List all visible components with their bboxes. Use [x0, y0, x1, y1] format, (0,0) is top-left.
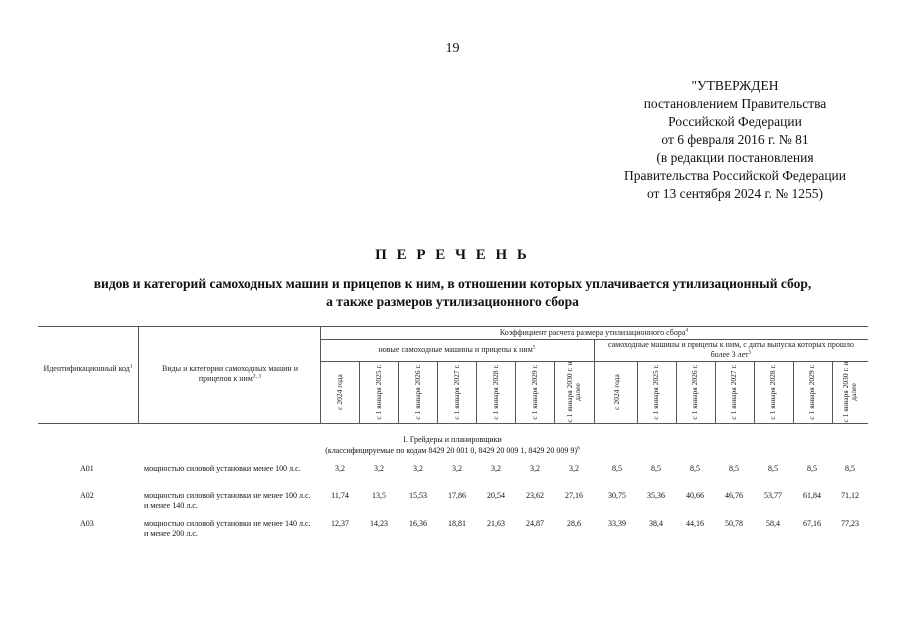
- row-code: А03: [80, 519, 94, 528]
- period-header: с 1 января 2028 г.: [490, 364, 500, 420]
- coefficient-cell: 16,36: [409, 519, 427, 528]
- coefficient-cell: 23,62: [526, 491, 544, 500]
- table-rule: [676, 361, 677, 423]
- period-header: с 1 января 2028 г.: [767, 364, 777, 420]
- coefficient-cell: 28,6: [567, 519, 581, 528]
- period-header: с 1 января 2027 г.: [451, 364, 461, 420]
- coefficient-cell: 53,77: [764, 491, 782, 500]
- table-rule: [637, 361, 638, 423]
- new-machines-header: новые самоходные машины и прицепы к ним$^5$: [378, 344, 536, 354]
- period-header: с 1 января 2027 г.: [728, 364, 738, 420]
- coefficient-cell: 3,2: [374, 464, 384, 473]
- table-rule: [138, 326, 139, 423]
- coefficient-cell: 3,2: [452, 464, 462, 473]
- table-rule: [754, 361, 755, 423]
- period-header: с 1 января 2026 г.: [689, 364, 699, 420]
- coefficient-cell: 27,16: [565, 491, 583, 500]
- section-note: (классифицируемые по кодам 8429 20 001 0, 8429 20 009 1, 8429 20 009 9)$^6$: [325, 445, 580, 455]
- table-rule: [594, 339, 595, 423]
- coefficient-cell: 24,87: [526, 519, 544, 528]
- row-description: мощностью силовой установки не менее 140 л.с. и менее 200 л.с.: [144, 519, 311, 538]
- subtitle-line: видов и категорий самоходных машин и прицепов к ним, в отношении которых уплачивается утилизационный сбор,: [93, 276, 812, 291]
- coefficient-cell: 20,54: [487, 491, 505, 500]
- coefficient-cell: 13,5: [372, 491, 386, 500]
- kinds-header: Виды и категории самоходных машин и прицепов к ним$^{2, 3}$: [162, 364, 298, 383]
- row-code: А01: [80, 464, 94, 473]
- period-header: с 1 января 2026 г.: [412, 364, 422, 420]
- period-header: с 1 января 2025 г.: [373, 364, 383, 420]
- old-machines-header: самоходные машины и прицепы к ним, с даты выпуска которых прошло более 3 лет$^5$: [607, 340, 854, 359]
- coefficient-cell: 14,23: [370, 519, 388, 528]
- period-header: с 1 января 2030 г. и далее: [840, 361, 858, 423]
- row-description: мощностью силовой установки менее 100 л.с.: [144, 464, 301, 473]
- coefficient-cell: 8,5: [612, 464, 622, 473]
- approval-stamp: [560, 77, 905, 203]
- table-rule: [320, 326, 321, 423]
- row-description: мощностью силовой установки не менее 100 л.с. и менее 140 л.с.: [144, 491, 311, 510]
- coefficient-cell: 30,75: [608, 491, 626, 500]
- approval-line: Российской Федерации: [668, 114, 802, 129]
- table-rule: [437, 361, 438, 423]
- coefficient-cell: 44,16: [686, 519, 704, 528]
- document-subtitle: [0, 275, 905, 311]
- table-rule: [715, 361, 716, 423]
- approval-line: "УТВЕРЖДЕН: [691, 78, 779, 93]
- coefficient-cell: 8,5: [690, 464, 700, 473]
- period-header: с 1 января 2029 г.: [529, 364, 539, 420]
- period-header: с 2024 года: [334, 374, 344, 410]
- coefficient-cell: 71,12: [841, 491, 859, 500]
- id-code-header: Идентификационный код$^1$: [43, 363, 133, 373]
- coefficient-cell: 58,4: [766, 519, 780, 528]
- table-rule: [515, 361, 516, 423]
- section-title: I. Грейдеры и планировщики: [403, 435, 502, 444]
- coefficient-cell: 33,39: [608, 519, 626, 528]
- coefficient-cell: 8,5: [651, 464, 661, 473]
- coefficient-cell: 3,2: [413, 464, 423, 473]
- approval-line: постановлением Правительства: [643, 96, 827, 111]
- coefficient-cell: 3,2: [491, 464, 501, 473]
- table-rule: [359, 361, 360, 423]
- row-code: А02: [80, 491, 94, 500]
- approval-line: от 13 сентября 2024 г. № 1255): [646, 186, 824, 201]
- approval-line: (в редакции постановления: [656, 150, 814, 165]
- coefficient-cell: 18,81: [448, 519, 466, 528]
- table-rule: [793, 361, 794, 423]
- coefficient-cell: 3,2: [335, 464, 345, 473]
- page-number: 19: [445, 41, 460, 56]
- approval-line: от 6 февраля 2016 г. № 81: [661, 132, 809, 147]
- coefficient-cell: 3,2: [530, 464, 540, 473]
- subtitle-line: а также размеров утилизационного сбора: [326, 294, 579, 309]
- coefficient-cell: 11,74: [331, 491, 349, 500]
- table-rule: [398, 361, 399, 423]
- coefficient-cell: 3,2: [569, 464, 579, 473]
- period-header: с 1 января 2030 г. и далее: [564, 361, 582, 423]
- approval-line: Правительства Российской Федерации: [624, 168, 846, 183]
- coefficient-cell: 46,76: [725, 491, 743, 500]
- coefficient-cell: 8,5: [845, 464, 855, 473]
- period-header: с 1 января 2029 г.: [806, 364, 816, 420]
- table-rule: [38, 326, 868, 327]
- period-header: с 2024 года: [611, 374, 621, 410]
- coefficient-cell: 38,4: [649, 519, 663, 528]
- coefficient-cell: 12,37: [331, 519, 349, 528]
- coefficient-cell: 61,84: [803, 491, 821, 500]
- coef-header: Коэффициент расчета размера утилизационного сбора$^4$: [499, 327, 689, 337]
- coefficient-cell: 40,66: [686, 491, 704, 500]
- coefficient-cell: 17,86: [448, 491, 466, 500]
- coefficient-cell: 8,5: [729, 464, 739, 473]
- table-rule: [476, 361, 477, 423]
- coefficient-cell: 35,36: [647, 491, 665, 500]
- period-header: с 1 января 2025 г.: [650, 364, 660, 420]
- coefficient-cell: 67,16: [803, 519, 821, 528]
- document-title: П Е Р Е Ч Е Н Ь: [375, 247, 530, 263]
- coefficient-cell: 21,63: [487, 519, 505, 528]
- coefficient-cell: 77,23: [841, 519, 859, 528]
- coefficient-cell: 15,53: [409, 491, 427, 500]
- coefficient-cell: 50,78: [725, 519, 743, 528]
- table-rule: [554, 361, 555, 423]
- coefficient-cell: 8,5: [807, 464, 817, 473]
- coefficient-cell: 8,5: [768, 464, 778, 473]
